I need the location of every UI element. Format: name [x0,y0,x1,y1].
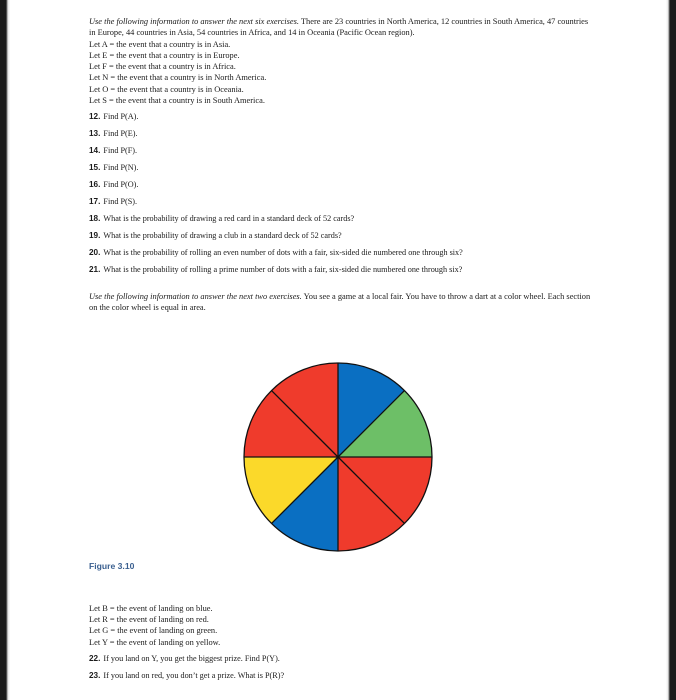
definition-line: Let S = the event that a country is in South America. [89,95,265,105]
exercise-item: 12. Find P(A). [89,112,139,122]
exercise-item: 18. What is the probability of drawing a red card in a standard deck of 52 cards? [89,214,355,224]
definition-line: Let Y = the event of landing on yellow. [89,637,221,647]
exercise-list-2 [89,650,594,684]
exercise-item: 19. What is the probability of drawing a club in a standard deck of 52 cards? [89,231,342,241]
intro-text: There are 23 countries in North America, 12 countries in South America, 47 countries in Europe, 44 countries in Asia, 54 countries in Africa, and 14 in Oceania (Pacific Ocean region). [89,17,589,38]
right-window-edge [666,0,676,700]
intro2-lead: Use the following information to answer the next two exercises. [89,292,302,302]
color-definitions [89,603,594,648]
definition-line: Let N = the event that a country is in North America. [89,73,267,83]
intro2-paragraph [89,291,594,314]
exercise-item: 13. Find P(E). [89,129,138,139]
color-wheel [243,362,433,552]
definition-line: Let G = the event of landing on green. [89,626,218,636]
exercise-item: 20. What is the probability of rolling an even number of dots with a fair, six-sided die numbered one through six? [89,248,463,258]
exercise-list [89,108,594,278]
left-window-edge [0,0,10,700]
definition-line: Let F = the event that a country is in Africa. [89,62,236,72]
bottom-section [89,603,594,684]
exercise-item: 14. Find P(F). [89,146,138,156]
figure-label: Figure 3.10 [89,561,135,571]
exercise-item: 21. What is the probability of rolling a prime number of dots with a fair, six-sided die numbered one through six? [89,265,463,275]
country-definitions [89,39,594,106]
exercise-item: 22. If you land on Y, you get the biggest prize. Find P(Y). [89,653,280,663]
document-page [89,16,594,314]
exercise-item: 16. Find P(O). [89,180,139,190]
intro2-text: You see a game at a local fair. You have to throw a dart at a color wheel. Each section on the color wheel is equal in area. [89,292,591,313]
exercise-item: 23. If you land on red, you don’t get a prize. What is P(R)? [89,670,285,680]
exercise-item: 15. Find P(N). [89,163,139,173]
definition-line: Let E = the event that a country is in Europe. [89,51,240,61]
exercise-item: 17. Find P(S). [89,197,138,207]
definition-line: Let O = the event that a country is in Oceania. [89,84,244,94]
definition-line: Let B = the event of landing on blue. [89,604,213,613]
intro-paragraph [89,16,594,39]
intro-lead: Use the following information to answer the next six exercises. [89,17,299,26]
definition-line: Let R = the event of landing on red. [89,615,209,625]
definition-line: Let A = the event that a country is in Asia. [89,39,231,49]
